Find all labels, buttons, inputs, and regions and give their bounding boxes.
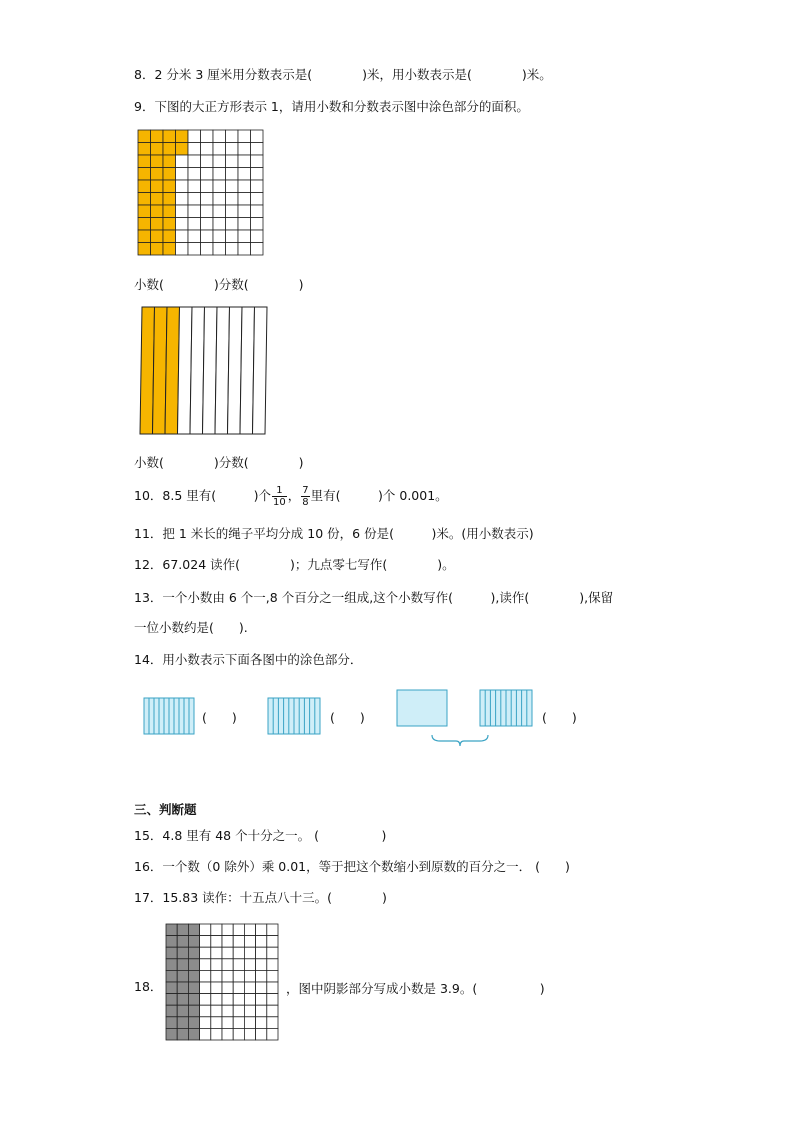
grid-cell bbox=[138, 168, 151, 181]
grid-cell bbox=[238, 230, 251, 243]
grid-cell bbox=[238, 218, 251, 231]
grid-cell bbox=[267, 1005, 278, 1017]
grid-cell bbox=[211, 924, 222, 936]
grid-cell bbox=[151, 205, 164, 218]
grid-cell bbox=[177, 924, 188, 936]
grid-cell bbox=[226, 230, 239, 243]
grid-cell bbox=[176, 180, 189, 193]
q18-text: ，图中阴影部分写成小数是 3.9。( ) bbox=[286, 981, 545, 996]
section-3-title: 三、判断题 bbox=[134, 802, 197, 817]
grid-cell bbox=[222, 924, 233, 936]
grid-cell bbox=[188, 959, 199, 971]
grid-cell bbox=[166, 936, 177, 948]
grid-cell bbox=[213, 230, 226, 243]
grid-cell bbox=[151, 155, 164, 168]
grid-cell bbox=[200, 1017, 211, 1029]
q14-answer-3: ( ) bbox=[542, 710, 577, 725]
grid-cell bbox=[226, 168, 239, 181]
grid-cell bbox=[151, 143, 164, 156]
q9-grid-ten-strips bbox=[138, 307, 268, 437]
grid-cell bbox=[244, 947, 255, 959]
grid-cell bbox=[222, 1028, 233, 1040]
q10-text-3: 里有( )个 0.001。 bbox=[310, 488, 448, 503]
grid-cell bbox=[151, 130, 164, 143]
grid-cell bbox=[188, 168, 201, 181]
grid-cell bbox=[138, 155, 151, 168]
grid-cell bbox=[213, 243, 226, 256]
grid-cell bbox=[163, 180, 176, 193]
q14-figure-2-strips bbox=[267, 697, 321, 735]
grid-cell bbox=[213, 143, 226, 156]
question-13-line-1: 13．一个小数由 6 个一,8 个百分之一组成,这个小数写作( ),读作( ),保留 bbox=[134, 590, 614, 605]
grid-cell bbox=[251, 243, 264, 256]
grid-cell bbox=[226, 205, 239, 218]
grid-cell bbox=[166, 982, 177, 994]
question-9: 9．下图的大正方形表示 1，请用小数和分数表示图中涂色部分的面积。 bbox=[134, 99, 529, 114]
grid-cell bbox=[188, 218, 201, 231]
grid-cell bbox=[233, 924, 244, 936]
grid-cell bbox=[177, 1028, 188, 1040]
grid-cell bbox=[251, 130, 264, 143]
grid-cell bbox=[177, 970, 188, 982]
grid-cell bbox=[138, 243, 151, 256]
grid-cell bbox=[251, 193, 264, 206]
grid-cell bbox=[176, 205, 189, 218]
grid-cell bbox=[226, 243, 239, 256]
grid-cell bbox=[233, 970, 244, 982]
grid-cell bbox=[201, 168, 214, 181]
grid-cell bbox=[251, 143, 264, 156]
grid-cell bbox=[151, 168, 164, 181]
grid-cell bbox=[267, 947, 278, 959]
q14-figure-1-strips bbox=[143, 697, 195, 735]
grid-cell bbox=[188, 243, 201, 256]
grid-cell bbox=[244, 959, 255, 971]
grid-cell bbox=[201, 180, 214, 193]
grid-cell bbox=[222, 982, 233, 994]
q14-figure-3-whole-rectangle bbox=[396, 689, 448, 727]
grid-cell bbox=[163, 130, 176, 143]
grid-cell bbox=[201, 205, 214, 218]
grid-cell bbox=[188, 1017, 199, 1029]
grid-cell bbox=[251, 230, 264, 243]
grid-cell bbox=[213, 180, 226, 193]
grid-cell bbox=[177, 959, 188, 971]
grid-cell bbox=[176, 218, 189, 231]
q14-answer-2: ( ) bbox=[330, 710, 365, 725]
grid-cell bbox=[200, 970, 211, 982]
grid-cell bbox=[166, 959, 177, 971]
grid-cell bbox=[211, 947, 222, 959]
grid-cell bbox=[267, 970, 278, 982]
grid-cell bbox=[222, 947, 233, 959]
grid-cell bbox=[138, 230, 151, 243]
grid-cell bbox=[244, 1028, 255, 1040]
grid-cell bbox=[238, 243, 251, 256]
grid-cell bbox=[188, 180, 201, 193]
q18-grid-hundred-squares bbox=[166, 924, 280, 1042]
grid-cell bbox=[176, 130, 189, 143]
grid-cell bbox=[267, 1028, 278, 1040]
grid-cell bbox=[166, 970, 177, 982]
grid-cell bbox=[222, 1005, 233, 1017]
grid-cell bbox=[244, 936, 255, 948]
question-8: 8．2 分米 3 厘米用分数表示是( )米，用小数表示是( )米。 bbox=[134, 67, 552, 82]
grid-cell bbox=[188, 982, 199, 994]
grid-cell bbox=[213, 130, 226, 143]
grid-cell bbox=[222, 994, 233, 1006]
grid-cell bbox=[267, 994, 278, 1006]
question-16: 16．一个数（0 除外）乘 0.01，等于把这个数缩小到原数的百分之一． ( ) bbox=[134, 859, 570, 874]
grid-cell bbox=[213, 193, 226, 206]
grid-cell bbox=[188, 130, 201, 143]
q14-figure-4-strips bbox=[479, 689, 533, 727]
grid-cell bbox=[138, 193, 151, 206]
q9-grid-hundred-squares bbox=[138, 130, 264, 256]
grid-cell bbox=[163, 243, 176, 256]
grid-cell bbox=[163, 143, 176, 156]
grid-cell bbox=[188, 230, 201, 243]
q14-curly-brace bbox=[430, 733, 490, 747]
grid-cell bbox=[200, 947, 211, 959]
grid-cell bbox=[226, 218, 239, 231]
grid-cell bbox=[166, 1028, 177, 1040]
figure-outline bbox=[397, 690, 447, 726]
grid-cell bbox=[244, 1005, 255, 1017]
grid-cell bbox=[176, 193, 189, 206]
grid-cell bbox=[151, 193, 164, 206]
grid-cell bbox=[244, 982, 255, 994]
grid-cell bbox=[251, 180, 264, 193]
grid-cell bbox=[222, 970, 233, 982]
grid-cell bbox=[238, 143, 251, 156]
grid-cell bbox=[188, 193, 201, 206]
question-17: 17．15.83 读作：十五点八十三。( ) bbox=[134, 890, 387, 905]
grid-cell bbox=[267, 1017, 278, 1029]
grid-cell bbox=[211, 1017, 222, 1029]
grid-cell bbox=[163, 168, 176, 181]
grid-cell bbox=[238, 180, 251, 193]
grid-cell bbox=[211, 936, 222, 948]
grid-cell bbox=[226, 193, 239, 206]
grid-cell bbox=[251, 218, 264, 231]
grid-cell bbox=[163, 155, 176, 168]
grid-cell bbox=[267, 959, 278, 971]
grid-cell bbox=[138, 205, 151, 218]
q10-fraction-one-tenth bbox=[272, 485, 287, 508]
grid-cell bbox=[213, 168, 226, 181]
grid-cell bbox=[166, 1017, 177, 1029]
question-15: 15．4.8 里有 48 个十分之一。 ( ) bbox=[134, 828, 387, 843]
grid-cell bbox=[244, 1017, 255, 1029]
grid-cell bbox=[138, 180, 151, 193]
q9-answer-1: 小数( )分数( ) bbox=[134, 277, 304, 292]
grid-cell bbox=[238, 193, 251, 206]
q10-text-1: 10．8.5 里有( )个 bbox=[134, 488, 272, 503]
grid-cell bbox=[176, 243, 189, 256]
grid-cell bbox=[188, 936, 199, 948]
q10-frac1-numerator: 1 bbox=[272, 485, 287, 497]
question-10 bbox=[134, 485, 448, 508]
grid-cell bbox=[201, 155, 214, 168]
grid-cell bbox=[200, 982, 211, 994]
question-13-line-2: 一位小数约是( ). bbox=[134, 620, 248, 635]
grid-cell bbox=[151, 243, 164, 256]
grid-cell bbox=[233, 1028, 244, 1040]
grid-cell bbox=[226, 130, 239, 143]
grid-cell bbox=[166, 947, 177, 959]
grid-cell bbox=[176, 155, 189, 168]
grid-cell bbox=[176, 143, 189, 156]
grid-cell bbox=[200, 924, 211, 936]
grid-cell bbox=[200, 959, 211, 971]
q18-number: 18． bbox=[134, 979, 163, 994]
grid-cell bbox=[163, 205, 176, 218]
grid-cell bbox=[211, 994, 222, 1006]
grid-cell bbox=[176, 230, 189, 243]
grid-cell bbox=[256, 982, 267, 994]
grid-cell bbox=[226, 143, 239, 156]
grid-cell bbox=[188, 994, 199, 1006]
grid-cell bbox=[201, 230, 214, 243]
grid-cell bbox=[251, 155, 264, 168]
grid-cell bbox=[201, 193, 214, 206]
grid-cell bbox=[213, 218, 226, 231]
grid-cell bbox=[163, 230, 176, 243]
grid-cell bbox=[256, 924, 267, 936]
grid-cell bbox=[222, 959, 233, 971]
grid-cell bbox=[138, 143, 151, 156]
grid-cell bbox=[176, 168, 189, 181]
grid-cell bbox=[256, 947, 267, 959]
grid-cell bbox=[256, 970, 267, 982]
grid-cell bbox=[256, 1028, 267, 1040]
grid-cell bbox=[238, 130, 251, 143]
grid-cell bbox=[201, 130, 214, 143]
grid-cell bbox=[233, 994, 244, 1006]
grid-cell bbox=[251, 205, 264, 218]
grid-cell bbox=[188, 155, 201, 168]
grid-cell bbox=[200, 1028, 211, 1040]
grid-cell bbox=[211, 982, 222, 994]
grid-cell bbox=[200, 936, 211, 948]
grid-cell bbox=[238, 168, 251, 181]
grid-cell bbox=[200, 1005, 211, 1017]
grid-cell bbox=[166, 994, 177, 1006]
grid-cell bbox=[233, 1017, 244, 1029]
q10-fraction-seven-eighths bbox=[301, 485, 309, 508]
grid-cell bbox=[211, 1028, 222, 1040]
grid-cell bbox=[211, 970, 222, 982]
question-12: 12．67.024 读作( )；九点零七写作( )。 bbox=[134, 557, 455, 572]
grid-cell bbox=[188, 205, 201, 218]
grid-cell bbox=[233, 959, 244, 971]
grid-cell bbox=[267, 936, 278, 948]
grid-cell bbox=[226, 155, 239, 168]
grid-cell bbox=[256, 959, 267, 971]
grid-cell bbox=[233, 947, 244, 959]
q10-text-2: ， bbox=[287, 488, 301, 503]
grid-cell bbox=[226, 180, 239, 193]
grid-cell bbox=[177, 994, 188, 1006]
grid-cell bbox=[177, 982, 188, 994]
question-14: 14．用小数表示下面各图中的涂色部分． bbox=[134, 652, 363, 667]
grid-cell bbox=[267, 924, 278, 936]
grid-cell bbox=[256, 994, 267, 1006]
grid-cell bbox=[256, 1005, 267, 1017]
grid-cell bbox=[233, 982, 244, 994]
q14-answer-1: ( ) bbox=[202, 710, 237, 725]
grid-cell bbox=[233, 936, 244, 948]
grid-cell bbox=[256, 1017, 267, 1029]
grid-cell bbox=[188, 947, 199, 959]
grid-cell bbox=[188, 970, 199, 982]
grid-cell bbox=[238, 155, 251, 168]
strip-column bbox=[253, 307, 268, 434]
grid-cell bbox=[211, 1005, 222, 1017]
grid-cell bbox=[211, 959, 222, 971]
grid-cell bbox=[166, 924, 177, 936]
grid-cell bbox=[188, 924, 199, 936]
grid-cell bbox=[163, 193, 176, 206]
grid-cell bbox=[201, 243, 214, 256]
grid-cell bbox=[177, 1005, 188, 1017]
grid-cell bbox=[151, 218, 164, 231]
grid-cell bbox=[177, 936, 188, 948]
grid-cell bbox=[201, 218, 214, 231]
grid-cell bbox=[201, 143, 214, 156]
grid-cell bbox=[256, 936, 267, 948]
grid-cell bbox=[188, 1028, 199, 1040]
grid-cell bbox=[244, 970, 255, 982]
grid-cell bbox=[213, 155, 226, 168]
grid-cell bbox=[251, 168, 264, 181]
grid-cell bbox=[151, 180, 164, 193]
grid-cell bbox=[222, 1017, 233, 1029]
grid-cell bbox=[233, 1005, 244, 1017]
grid-cell bbox=[138, 218, 151, 231]
grid-cell bbox=[138, 130, 151, 143]
grid-cell bbox=[177, 947, 188, 959]
grid-cell bbox=[177, 1017, 188, 1029]
grid-cell bbox=[267, 982, 278, 994]
grid-cell bbox=[244, 924, 255, 936]
question-11: 11．把 1 米长的绳子平均分成 10 份，6 份是( )米。(用小数表示) bbox=[134, 526, 534, 541]
grid-cell bbox=[213, 205, 226, 218]
q10-frac2-numerator: 7 bbox=[302, 485, 309, 496]
q10-frac1-denominator: 10 bbox=[273, 497, 286, 508]
grid-cell bbox=[200, 994, 211, 1006]
grid-cell bbox=[222, 936, 233, 948]
grid-cell bbox=[244, 994, 255, 1006]
q10-frac2-denominator: 8 bbox=[302, 497, 309, 508]
grid-cell bbox=[188, 143, 201, 156]
grid-cell bbox=[151, 230, 164, 243]
q9-answer-2: 小数( )分数( ) bbox=[134, 455, 304, 470]
grid-cell bbox=[163, 218, 176, 231]
grid-cell bbox=[238, 205, 251, 218]
grid-cell bbox=[188, 1005, 199, 1017]
grid-cell bbox=[166, 1005, 177, 1017]
